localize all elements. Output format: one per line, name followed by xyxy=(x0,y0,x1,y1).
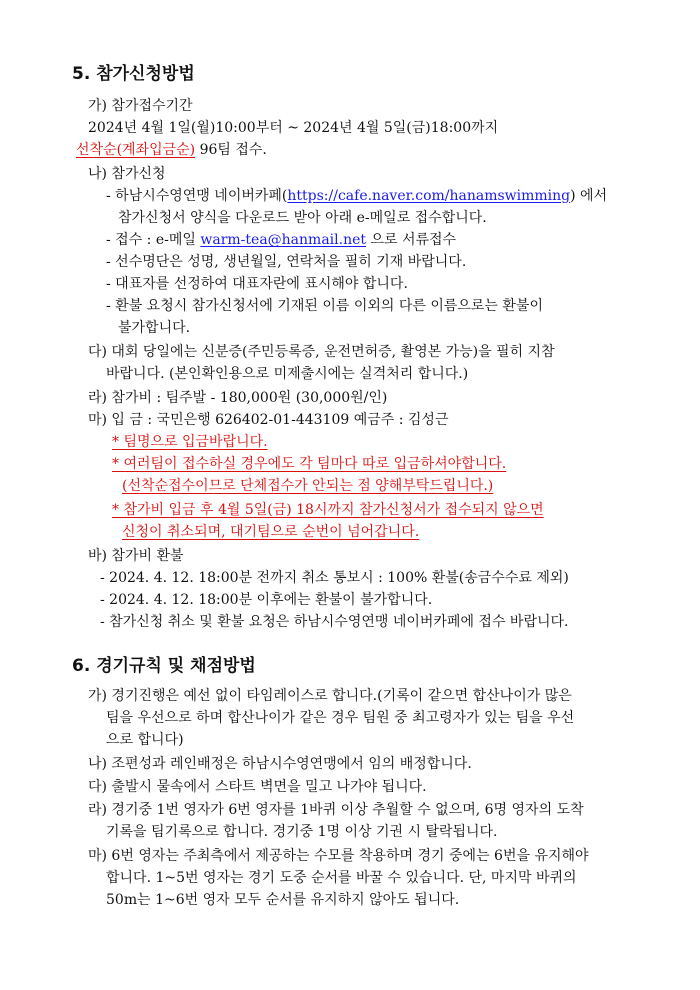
s5-na-label: 나) 참가신청 xyxy=(88,166,166,182)
s6-ga-line1: 가) 경기진행은 예선 없이 타임레이스로 합니다.(기록이 같으면 합산나이가 많은 xyxy=(88,688,572,704)
s6-ra-line2: 기록을 팀기록으로 합니다. 경기중 1명 이상 기권 시 탈락됩니다. xyxy=(106,824,498,840)
s5-na-line1-pre: - 하남시수영연맹 네이버카페( xyxy=(106,188,288,204)
s5-period: 2024년 4월 1일(월)10:00부터 ~ 2024년 4월 5일(금)18:00까지 xyxy=(88,120,499,136)
s5-na-line1 xyxy=(106,186,607,206)
s5-na-line4: - 선수명단은 성명, 생년월일, 연락처을 필히 기재 바랍니다. xyxy=(106,254,467,270)
s5-ba-line2: - 2024. 4. 12. 18:00분 이후에는 환불이 불가합니다. xyxy=(100,592,433,608)
s5-ba-line3: - 참가신청 취소 및 환불 요청은 하남시수영연맹 네이버카페에 접수 바랍니다. xyxy=(100,614,569,630)
s5-ga-label: 가) 참가접수기간 xyxy=(88,98,193,114)
s5-da-line1: 다) 대회 당일에는 신분증(주민등록증, 운전면허증, 촬영본 가능)을 필히 지참 xyxy=(88,344,555,360)
s5-ba-label: 바) 참가비 환불 xyxy=(88,548,184,564)
section-6-title: 6. 경기규칙 및 채점방법 xyxy=(72,656,256,676)
s5-ba-line1: - 2024. 4. 12. 18:00분 전까지 취소 통보시 : 100% 환불(송금수수료 제외) xyxy=(100,570,569,586)
s5-red-note-4: * 참가비 입금 후 4월 5일(금) 18시까지 참가신청서가 접수되지 않으면 xyxy=(112,502,544,518)
email-link[interactable]: warm-tea@hanmail.net xyxy=(200,232,366,248)
s5-red-note-2: * 여러팀이 접수하실 경우에도 각 팀마다 따로 입금하셔야합니다. xyxy=(112,456,507,472)
s6-ma-line1: 마) 6번 영자는 주최측에서 제공하는 수모를 착용하며 경기 중에는 6번을 유지해야 xyxy=(88,848,589,864)
s5-order xyxy=(76,140,267,160)
s5-red-note-3: (선착순접수이므로 단체접수가 안되는 점 양해부탁드립니다.) xyxy=(122,478,494,494)
section-5-title: 5. 참가신청방법 xyxy=(72,64,195,84)
s5-na-line5: - 대표자를 선정하여 대표자란에 표시해야 합니다. xyxy=(106,276,408,292)
s5-na-line3-pre: - 접수 : e-메일 xyxy=(106,232,201,248)
s6-na-line: 나) 조편성과 레인배정은 하남시수영연맹에서 임의 배정합니다. xyxy=(88,756,472,772)
s6-ma-line2: 합니다. 1~5번 영자는 경기 도중 순서를 바꿀 수 있습니다. 단, 마지막 바퀴의 xyxy=(106,870,577,886)
s5-red-note-5: 신청이 취소되며, 대기팀으로 순번이 넘어갑니다. xyxy=(122,524,420,540)
cafe-link[interactable]: https://cafe.naver.com/hanamswimming xyxy=(287,188,571,204)
s5-red-note-1: * 팀명으로 입금바랍니다. xyxy=(112,434,268,450)
s5-na-line6: - 환불 요청시 참가신청서에 기재된 이름 이외의 다른 이름으로는 환불이 xyxy=(106,298,543,314)
s5-ma-line: 마) 입 금 : 국민은행 626402-01-443109 예금주 : 김성근 xyxy=(88,412,449,428)
s5-na-line2: 참가신청서 양식을 다운로드 받아 아래 e-메일로 접수합니다. xyxy=(118,210,487,226)
s6-ra-line1: 라) 경기중 1번 영자가 6번 영자를 1바퀴 이상 추월할 수 없으며, 6명 영자의 도착 xyxy=(88,802,584,818)
s5-na-line1-post: ) 에서 xyxy=(570,188,608,204)
s5-na-line3-post: 으로 서류접수 xyxy=(366,232,457,248)
s5-order-rest: 96팀 접수. xyxy=(195,142,267,158)
s5-ra-line: 라) 참가비 : 팀주발 - 180,000원 (30,000원/인) xyxy=(88,390,388,406)
s6-da-line: 다) 출발시 물속에서 스타트 벽면을 밀고 나가야 됩니다. xyxy=(88,779,427,795)
s6-ga-line3: 으로 합니다) xyxy=(106,732,184,748)
s6-ma-line3: 50m는 1~6번 영자 모두 순서를 유지하지 않아도 됩니다. xyxy=(106,892,460,908)
s5-na-line7: 불가합니다. xyxy=(118,320,191,336)
s5-da-line2: 바랍니다. (본인확인용으로 미제출시에는 실격처리 합니다.) xyxy=(106,366,469,382)
s5-order-red: 선착순(계좌입금순) xyxy=(76,142,196,158)
s6-ga-line2: 팀을 우선으로 하며 합산나이가 같은 경우 팀원 중 최고령자가 있는 팀을 우선 xyxy=(106,710,575,726)
s5-na-line3 xyxy=(106,230,456,250)
